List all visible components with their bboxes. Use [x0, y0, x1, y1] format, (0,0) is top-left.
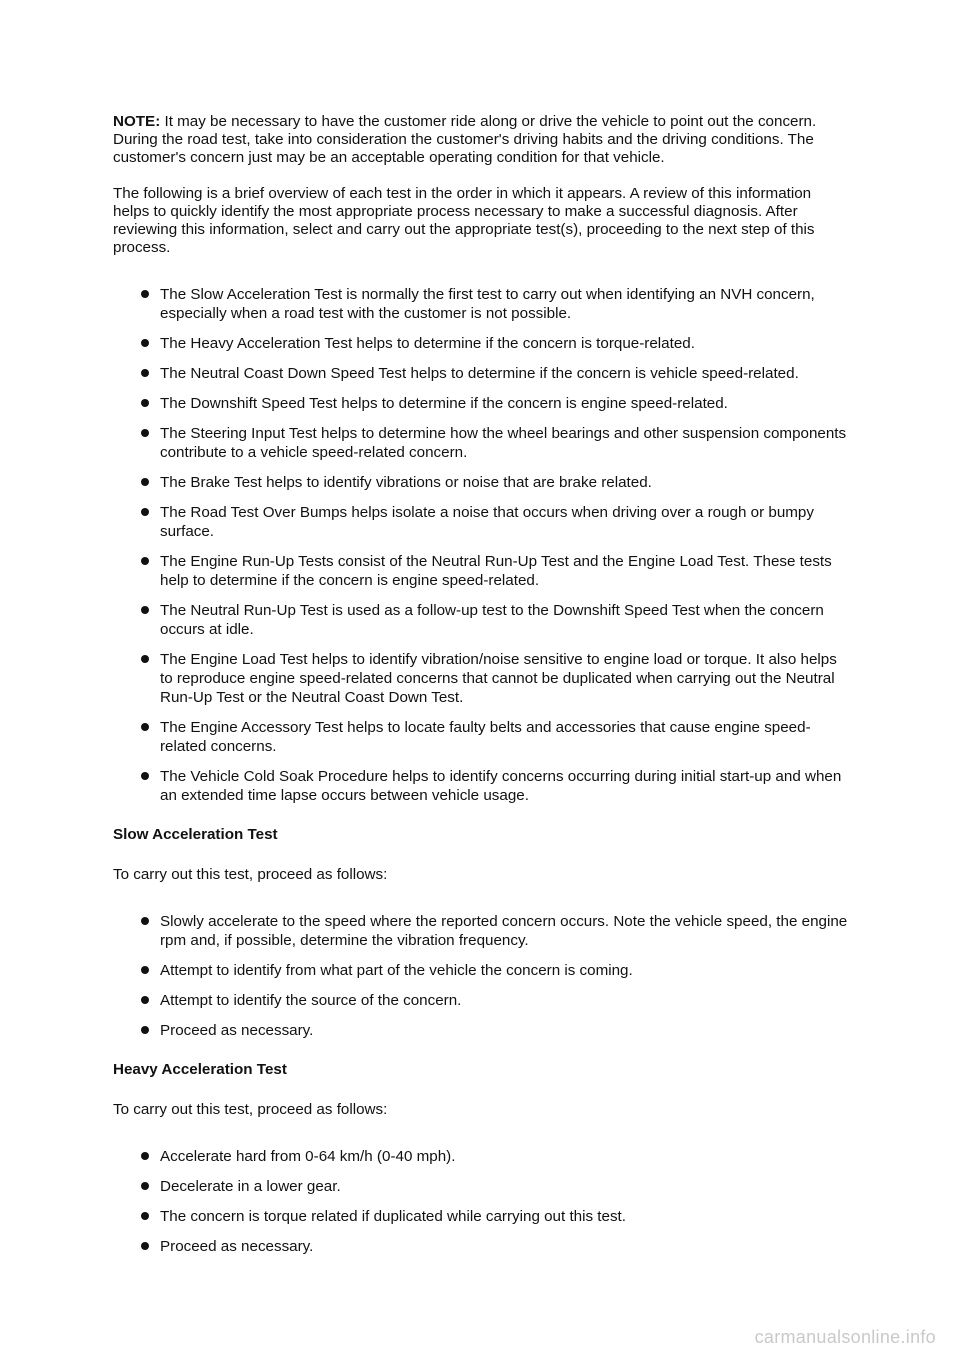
bullet-icon [141, 772, 149, 780]
list-item: Accelerate hard from 0-64 km/h (0-40 mph). [141, 1147, 848, 1166]
list-item: The concern is torque related if duplicated while carrying out this test. [141, 1207, 848, 1226]
document-page [113, 113, 848, 1267]
list-item: Attempt to identify the source of the concern. [141, 991, 848, 1010]
list-item: The Engine Load Test helps to identify vibration/noise sensitive to engine load or torque. It also helps to reproduce engine speed-related concerns that cannot be duplicated when carrying out the Neutral Run-Up Test or the Neutral Coast Down Test. [141, 650, 848, 707]
list-item: The Vehicle Cold Soak Procedure helps to identify concerns occurring during initial start-up and when an extended time lapse occurs between vehicle usage. [141, 767, 848, 805]
bullet-icon [141, 399, 149, 407]
list-item: Slowly accelerate to the speed where the reported concern occurs. Note the vehicle speed, the engine rpm and, if possible, determine the vibration frequency. [141, 912, 848, 950]
list-item: Decelerate in a lower gear. [141, 1177, 848, 1196]
note-text: It may be necessary to have the customer ride along or drive the vehicle to point out the concern. During the road test, take into consideration the customer's driving habits and the driving conditions. The customer's concern just may be an acceptable operating condition for that vehicle. [113, 113, 817, 166]
list-item: The Engine Run-Up Tests consist of the Neutral Run-Up Test and the Engine Load Test. These tests help to determine if the concern is engine speed-related. [141, 552, 848, 590]
bullet-icon [141, 917, 149, 925]
bullet-icon [141, 1212, 149, 1220]
bullet-icon [141, 1026, 149, 1034]
list-item: The Downshift Speed Test helps to determine if the concern is engine speed-related. [141, 394, 848, 413]
list-item: The Heavy Acceleration Test helps to determine if the concern is torque-related. [141, 334, 848, 353]
bullet-icon [141, 508, 149, 516]
section-heading-heavy-acceleration: Heavy Acceleration Test [113, 1061, 287, 1078]
bullet-icon [141, 1242, 149, 1250]
list-item: The Slow Acceleration Test is normally the first test to carry out when identifying an NVH concern, especially when a road test with the customer is not possible. [141, 285, 848, 323]
bullet-icon [141, 1152, 149, 1160]
list-item: Proceed as necessary. [141, 1237, 848, 1256]
intro-paragraph: The following is a brief overview of each test in the order in which it appears. A review of this information helps to quickly identify the most appropriate process necessary to make a successful diagnosis. After reviewing this information, select and carry out the appropriate test(s), proceeding to the next step of this process. [113, 185, 815, 256]
bullet-icon [141, 606, 149, 614]
heavy-test-steps [113, 1147, 848, 1256]
bullet-icon [141, 996, 149, 1004]
bullet-icon [141, 557, 149, 565]
note-paragraph [113, 113, 848, 167]
list-item: Attempt to identify from what part of the vehicle the concern is coming. [141, 961, 848, 980]
bullet-icon [141, 429, 149, 437]
section-lead: To carry out this test, proceed as follows: [113, 866, 388, 883]
list-item: The Engine Accessory Test helps to locate faulty belts and accessories that cause engine speed-related concerns. [141, 718, 848, 756]
bullet-icon [141, 290, 149, 298]
list-item: Proceed as necessary. [141, 1021, 848, 1040]
bullet-icon [141, 966, 149, 974]
bullet-icon [141, 1182, 149, 1190]
slow-test-steps [113, 912, 848, 1040]
list-item: The Brake Test helps to identify vibrations or noise that are brake related. [141, 473, 848, 492]
watermark: carmanualsonline.info [754, 1327, 936, 1347]
list-item: The Neutral Coast Down Speed Test helps to determine if the concern is vehicle speed-related. [141, 364, 848, 383]
overview-list [113, 285, 848, 805]
bullet-icon [141, 478, 149, 486]
bullet-icon [141, 369, 149, 377]
bullet-icon [141, 655, 149, 663]
section-heading-slow-acceleration: Slow Acceleration Test [113, 826, 278, 843]
list-item: The Steering Input Test helps to determine how the wheel bearings and other suspension components contribute to a vehicle speed-related concern. [141, 424, 848, 462]
bullet-icon [141, 339, 149, 347]
bullet-icon [141, 723, 149, 731]
list-item: The Road Test Over Bumps helps isolate a noise that occurs when driving over a rough or bumpy surface. [141, 503, 848, 541]
section-lead: To carry out this test, proceed as follows: [113, 1101, 388, 1118]
note-label: NOTE: [113, 113, 161, 130]
list-item: The Neutral Run-Up Test is used as a follow-up test to the Downshift Speed Test when the concern occurs at idle. [141, 601, 848, 639]
